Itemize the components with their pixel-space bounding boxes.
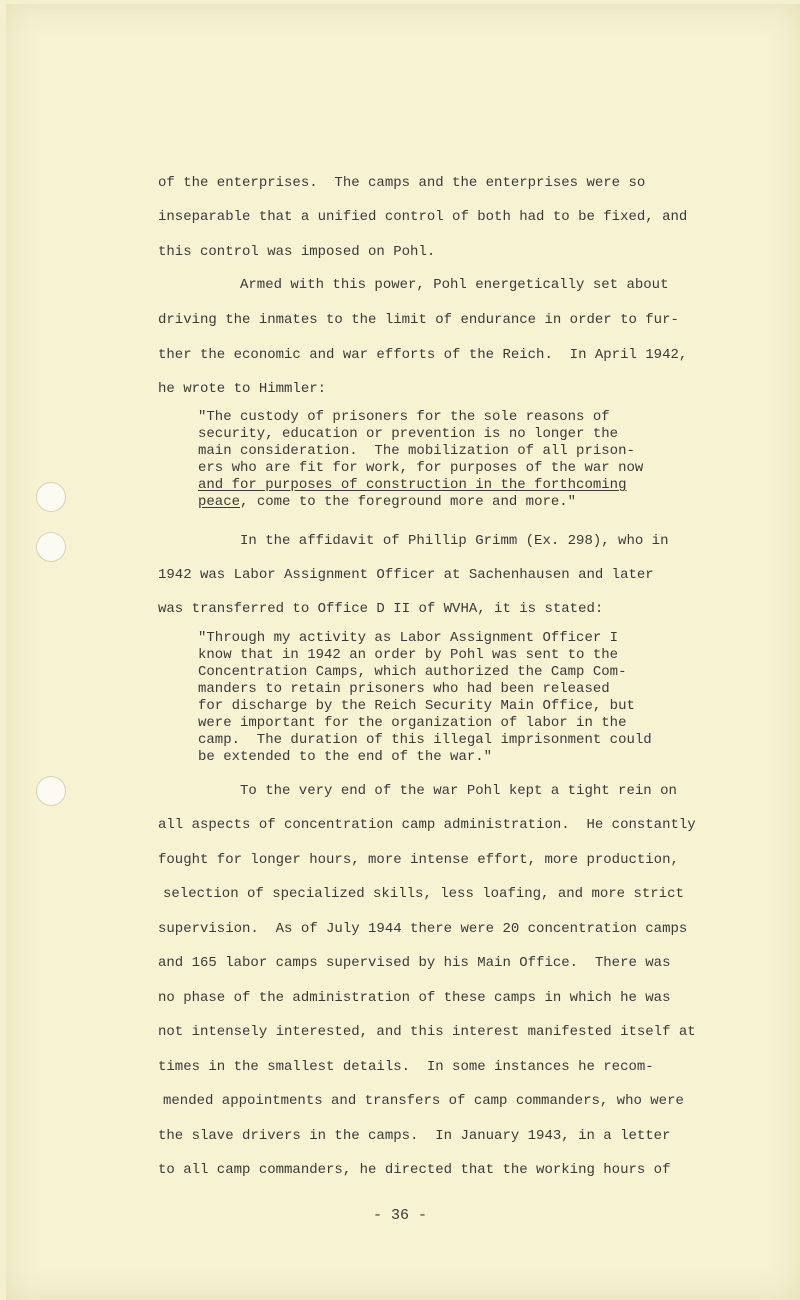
body-line: he wrote to Himmler: [158,381,327,397]
quote-line: main consideration. The mobilization of all prison- [198,443,635,459]
body-line: selection of specialized skills, less loafing, and more strict [163,886,684,902]
body-line: no phase of the administration of these camps in which he was [158,990,671,1006]
quote-line: "The custody of prisoners for the sole reasons of [198,409,610,425]
punch-hole [36,482,66,512]
quote-line: ers who are fit for work, for purposes of the war now [198,460,644,476]
body-line: ther the economic and war efforts of the Reich. In April 1942, [158,347,688,363]
quote-line [198,494,576,510]
body-line: of the enterprises. The camps and the enterprises were so [158,175,646,191]
punch-hole [36,776,66,806]
body-line: all aspects of concentration camp administration. He constantly [158,817,696,833]
punch-hole [36,532,66,562]
quote-line: "Through my activity as Labor Assignment Officer I [198,630,619,646]
body-line: the slave drivers in the camps. In January 1943, in a letter [158,1128,671,1144]
line-text: , come to the foreground more and more." [240,494,577,510]
body-line: driving the inmates to the limit of endurance in order to fur- [158,312,679,328]
quote-line: be extended to the end of the war." [198,749,493,765]
quote-line: manders to retain prisoners who had been released [198,681,610,697]
body-line: fought for longer hours, more intense effort, more production, [158,852,679,868]
body-line: this control was imposed on Pohl. [158,244,436,260]
quote-line: camp. The duration of this illegal imprisonment could [198,732,652,748]
body-line: inseparable that a unified control of both had to be fixed, and [158,209,688,225]
quote-line: Concentration Camps, which authorized the Camp Com- [198,664,627,680]
body-line: was transferred to Office D II of WVHA, it is stated: [158,601,604,617]
page-number: - 36 - [372,1207,427,1224]
body-line: times in the smallest details. In some instances he recom- [158,1059,654,1075]
body-line: supervision. As of July 1944 there were 20 concentration camps [158,921,688,937]
quote-line: security, education or prevention is no longer the [198,426,619,442]
body-line: Armed with this power, Pohl energetically set about [240,277,669,293]
body-line: mended appointments and transfers of camp commanders, who were [163,1093,684,1109]
body-line: 1942 was Labor Assignment Officer at Sachenhausen and later [158,567,654,583]
body-line: to all camp commanders, he directed that the working hours of [158,1162,671,1178]
quote-line: for discharge by the Reich Security Main Office, but [198,698,635,714]
quote-line: were important for the organization of labor in the [198,715,627,731]
body-line: and 165 labor camps supervised by his Main Office. There was [158,955,671,971]
body-line: not intensely interested, and this interest manifested itself at [158,1024,696,1040]
underlined-text: peace [198,494,241,510]
quote-line: and for purposes of construction in the forthcoming [198,477,627,493]
body-line: In the affidavit of Phillip Grimm (Ex. 298), who in [240,533,669,549]
quote-line: know that in 1942 an order by Pohl was sent to the [198,647,619,663]
body-line: To the very end of the war Pohl kept a tight rein on [240,783,677,799]
